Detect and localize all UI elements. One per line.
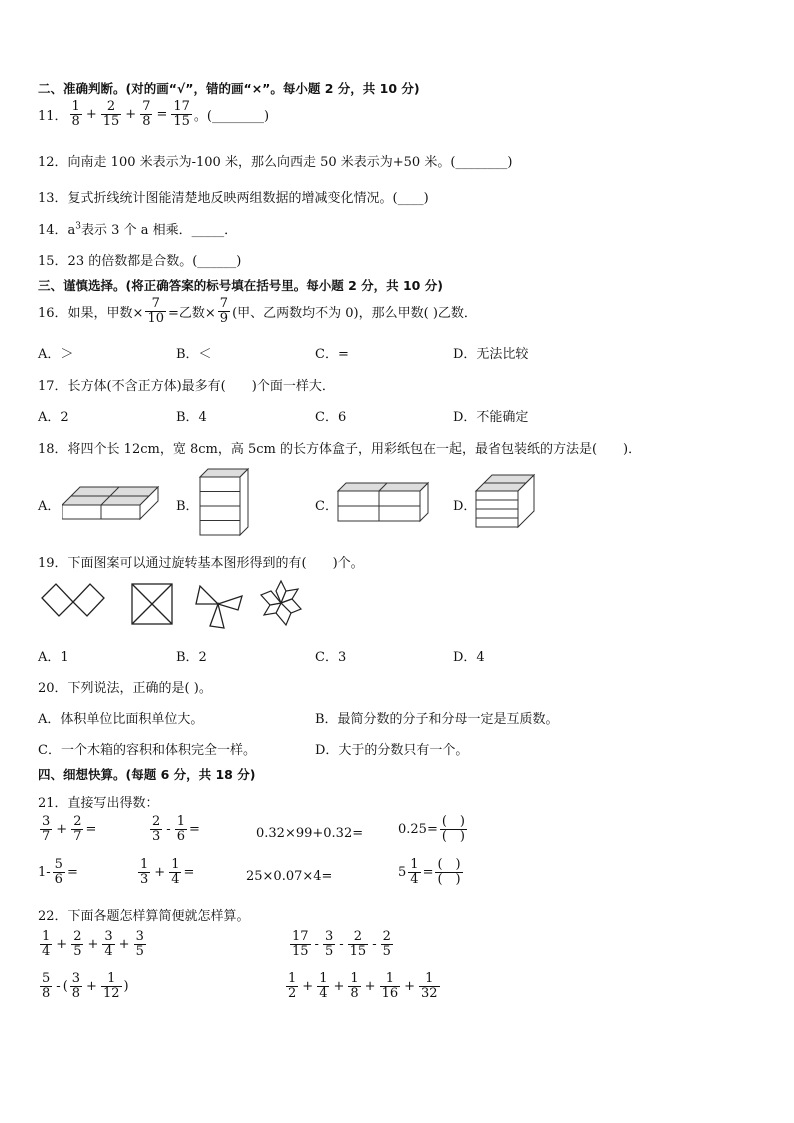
q16-option-c[interactable]: C．= <box>315 347 349 362</box>
q18-figure-c <box>336 481 430 525</box>
six-rhombus-star-icon <box>258 579 304 627</box>
q11-fraction-1: $\frac{1}{8}$ <box>71 99 80 129</box>
question-11 <box>38 100 269 128</box>
q21-expr-3: 0.32×99+0.32= <box>256 826 364 841</box>
q16-fraction-1: $\frac{7}{10}$ <box>147 296 164 326</box>
q21-e4-answer-fraction[interactable]: $\frac{( )}{( )}$ <box>441 814 465 844</box>
question-22: 22．下面各题怎样算简便就怎样算。 <box>38 909 250 924</box>
q20-option-a[interactable]: A．体积单位比面积单位大。 <box>38 712 204 727</box>
q18-figure-b <box>198 467 250 537</box>
square-with-diagonals-icon <box>130 582 174 626</box>
q19-figure-1 <box>40 582 106 624</box>
question-13: 13．复式折线统计图能清楚地反映两组数据的增减变化情况。(____) <box>38 191 429 206</box>
q22-expr-3: $\frac{5}{8}$ - ( $\frac{3}{8}$ + $\frac{1}{12}$ ) <box>42 971 129 1001</box>
boxes-stacked-deep-icon <box>474 473 536 531</box>
q16-option-d[interactable]: D．无法比较 <box>453 347 529 362</box>
q21-expr-4: 0.25= $\frac{( )}{( )}$ <box>398 814 465 844</box>
q19-option-a[interactable]: A．1 <box>38 650 69 665</box>
q14-suffix: 表示 3 个 a 相乘．_____． <box>81 223 238 238</box>
q14-exponent: 3 <box>75 221 82 232</box>
q20-option-d[interactable]: D．大于的分数只有一个。 <box>315 743 469 758</box>
q21-expr-5: 1- $\frac{5}{6}$ = <box>38 857 78 887</box>
section-4-heading: 四、细想快算。(每题 6 分，共 18 分) <box>38 767 256 782</box>
section-3-heading: 三、谨慎选择。(将正确答案的标号填在括号里。每小题 2 分，共 10 分) <box>38 278 443 293</box>
q11-equals: = <box>156 106 168 122</box>
boxes-flat-2x2-icon <box>62 479 160 523</box>
q18-figure-a <box>62 479 160 523</box>
q19-option-d[interactable]: D．4 <box>453 650 485 665</box>
q18-option-a[interactable]: A． <box>38 499 61 514</box>
q20-option-b[interactable]: B．最简分数的分子和分母一定是互质数。 <box>315 712 559 727</box>
q14-prefix: 14．a <box>38 223 76 238</box>
q11-number: 11． <box>38 108 68 124</box>
q18-option-b[interactable]: B． <box>176 499 199 514</box>
question-20: 20．下列说法，正确的是( )。 <box>38 681 212 696</box>
q22-expr-2: $\frac{17}{15}$ - $\frac{3}{5}$ - $\frac{2}{15}$ - $\frac{2}{5}$ <box>292 929 391 959</box>
q18-figure-d <box>474 473 536 531</box>
q22-expr-4: $\frac{1}{2}$ + $\frac{1}{4}$ + $\frac{1}{8}$ + $\frac{1}{16}$ + $\frac{1}{32}$ <box>288 971 438 1001</box>
boxes-stacked-tall-icon <box>198 467 250 537</box>
q16-prefix: 16．如果，甲数× <box>38 305 144 321</box>
q21-expr-2: $\frac{2}{3}$ - $\frac{1}{6}$ = <box>152 814 200 844</box>
question-16 <box>38 297 477 325</box>
boxes-2x2-side-icon <box>336 481 430 525</box>
two-squares-v-icon <box>40 582 106 624</box>
q11-plus-1: + <box>85 106 97 122</box>
q11-fraction-2: $\frac{2}{15}$ <box>102 99 120 129</box>
q18-option-c[interactable]: C． <box>315 499 338 514</box>
q16-fraction-2: $\frac{7}{9}$ <box>219 296 229 326</box>
question-12: 12．向南走 100 米表示为-100 米，那么向西走 50 米表示为+50 米。(________) <box>38 155 513 170</box>
question-14 <box>38 219 237 238</box>
q18-option-d[interactable]: D． <box>453 499 477 514</box>
q16-option-a[interactable]: A．＞ <box>38 347 74 362</box>
q19-figure-2 <box>130 582 174 626</box>
section-2-heading: 二、准确判断。(对的画“√”，错的画“×”。每小题 2 分，共 10 分) <box>38 81 420 96</box>
question-21: 21．直接写出得数： <box>38 796 159 811</box>
question-19: 19．下面图案可以通过旋转基本图形得到的有( )个。 <box>38 556 364 571</box>
question-18: 18．将四个长 12cm，宽 8cm，高 5cm 的长方体盒子，用彩纸包在一起，最省包装纸的方法是( )． <box>38 442 642 457</box>
q19-option-b[interactable]: B．2 <box>176 650 207 665</box>
q11-answer-blank[interactable]: 。(________) <box>193 108 270 124</box>
q11-plus-2: + <box>125 106 137 122</box>
q16-middle: =乙数× <box>167 305 216 321</box>
q21-e8-answer-fraction[interactable]: $\frac{( )}{( )}$ <box>437 857 461 887</box>
q21-expr-8: 5 $\frac{1}{4}$ = $\frac{( )}{( )}$ <box>398 857 461 887</box>
q22-expr-1: $\frac{1}{4}$ + $\frac{2}{5}$ + $\frac{3}{4}$ + $\frac{3}{5}$ <box>42 929 144 959</box>
q16-option-b[interactable]: B．＜ <box>176 347 212 362</box>
q21-expr-7: 25×0.07×4= <box>246 869 333 884</box>
q16-suffix: (甲、乙两数均不为 0)，那么甲数( )乙数． <box>232 305 477 321</box>
q11-fraction-3: $\frac{7}{8}$ <box>142 99 151 129</box>
q17-option-a[interactable]: A．2 <box>38 410 69 425</box>
q17-option-c[interactable]: C．6 <box>315 410 347 425</box>
q21-expr-1: $\frac{3}{7}$ + $\frac{2}{7}$ = <box>42 814 97 844</box>
q17-option-d[interactable]: D．不能确定 <box>453 410 529 425</box>
q20-option-c[interactable]: C．一个木箱的容积和体积完全一样。 <box>38 743 256 758</box>
q21-expr-6: $\frac{1}{3}$ + $\frac{1}{4}$ = <box>140 857 195 887</box>
question-15: 15．23 的倍数都是合数。(______) <box>38 254 242 269</box>
q19-option-c[interactable]: C．3 <box>315 650 347 665</box>
q19-figure-4 <box>258 579 304 627</box>
question-17: 17．长方体(不含正方体)最多有( )个面一样大． <box>38 379 335 394</box>
q11-fraction-4: $\frac{17}{15}$ <box>173 99 190 129</box>
pinwheel-triangles-icon <box>194 582 244 630</box>
q17-option-b[interactable]: B．4 <box>176 410 207 425</box>
q19-figure-3 <box>194 582 244 630</box>
